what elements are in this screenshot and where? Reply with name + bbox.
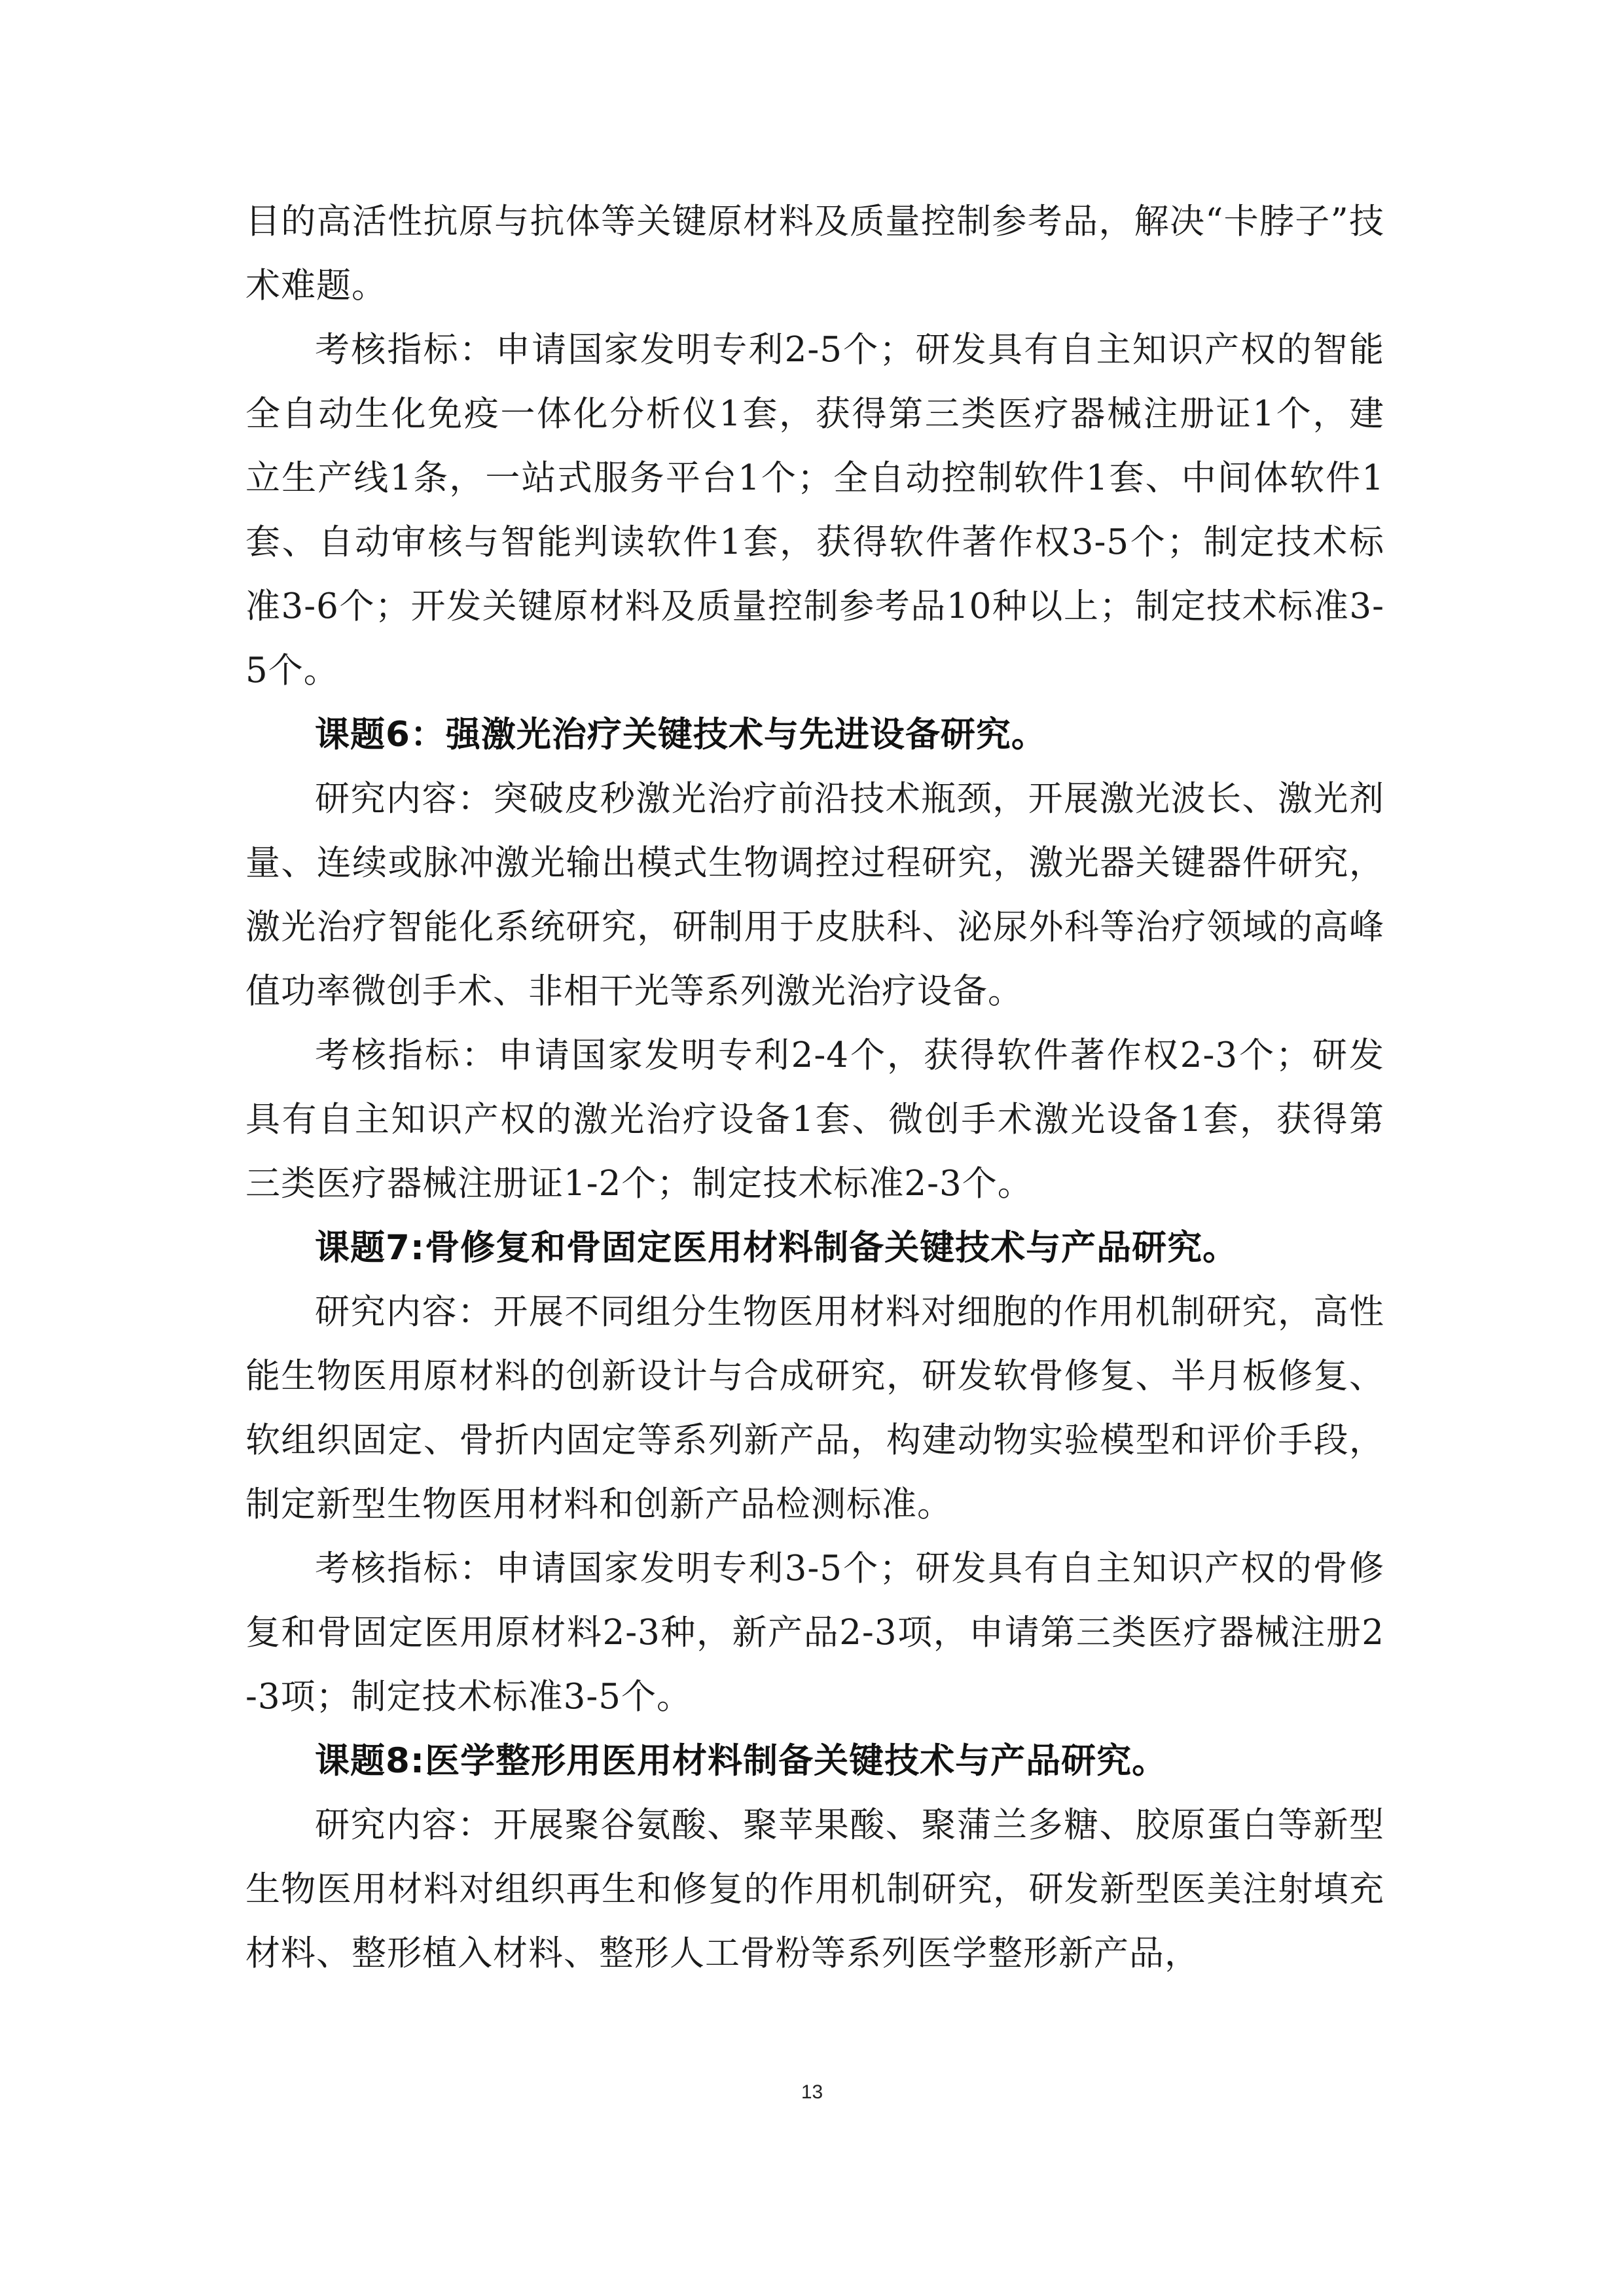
paragraph-assessment-indicators-5: 考核指标：申请国家发明专利2-5个；研发具有自主知识产权的智能全自动生化免疫一体化分析仪1套，获得第三类医疗器械注册证1个，建立生产线1条，一站式服务平台1个；全自动控制软件1套、中间体软件1套、自动审核与智能判读软件1套，获得软件著作权3-5个；制定技术标准3-6个；开发关键原材料及质量控制参考品10种以上；制定技术标准3-5个。 [245,330,1384,691]
paragraph-continued-intro: 目的高活性抗原与抗体等关键原材料及质量控制参考品，解决“卡脖子”技术难题。 [245,202,1384,306]
document-body [245,190,1384,1986]
paragraph-research-content-7: 研究内容：开展不同组分生物医用材料对细胞的作用机制研究，高性能生物医用原材料的创新设计与合成研究，研发软骨修复、半月板修复、软组织固定、骨折内固定等系列新产品，构建动物实验模型和评价手段，制定新型生物医用材料和创新产品检测标准。 [245,1292,1384,1524]
paragraph-assessment-indicators-7: 考核指标：申请国家发明专利3-5个；研发具有自主知识产权的骨修复和骨固定医用原材料2-3种，新产品2-3项，申请第三类医疗器械注册2-3项；制定技术标准3-5个。 [245,1549,1384,1717]
heading-topic-7: 课题7:骨修复和骨固定医用材料制备关键技术与产品研究。 [315,1228,1238,1268]
paragraph-assessment-indicators-6: 考核指标：申请国家发明专利2-4个，获得软件著作权2-3个；研发具有自主知识产权的激光治疗设备1套、微创手术激光设备1套，获得第三类医疗器械注册证1-2个；制定技术标准2-3个。 [245,1035,1384,1204]
paragraph-research-content-8: 研究内容：开展聚谷氨酸、聚苹果酸、聚蒲兰多糖、胶原蛋白等新型生物医用材料对组织再生和修复的作用机制研究，研发新型医美注射填充材料、整形植入材料、整形人工骨粉等系列医学整形新产品， [245,1805,1384,1973]
paragraph-research-content-6: 研究内容：突破皮秒激光治疗前沿技术瓶颈，开展激光波长、激光剂量、连续或脉冲激光输出模式生物调控过程研究，激光器关键器件研究，激光治疗智能化系统研究，研制用于皮肤科、泌尿外科等治疗领域的高峰值功率微创手术、非相干光等系列激光治疗设备。 [245,779,1384,1011]
heading-topic-6: 课题6：强激光治疗关键技术与先进设备研究。 [315,715,1047,755]
heading-topic-8: 课题8:医学整形用医用材料制备关键技术与产品研究。 [315,1741,1168,1781]
page-number: 13 [801,2081,823,2103]
